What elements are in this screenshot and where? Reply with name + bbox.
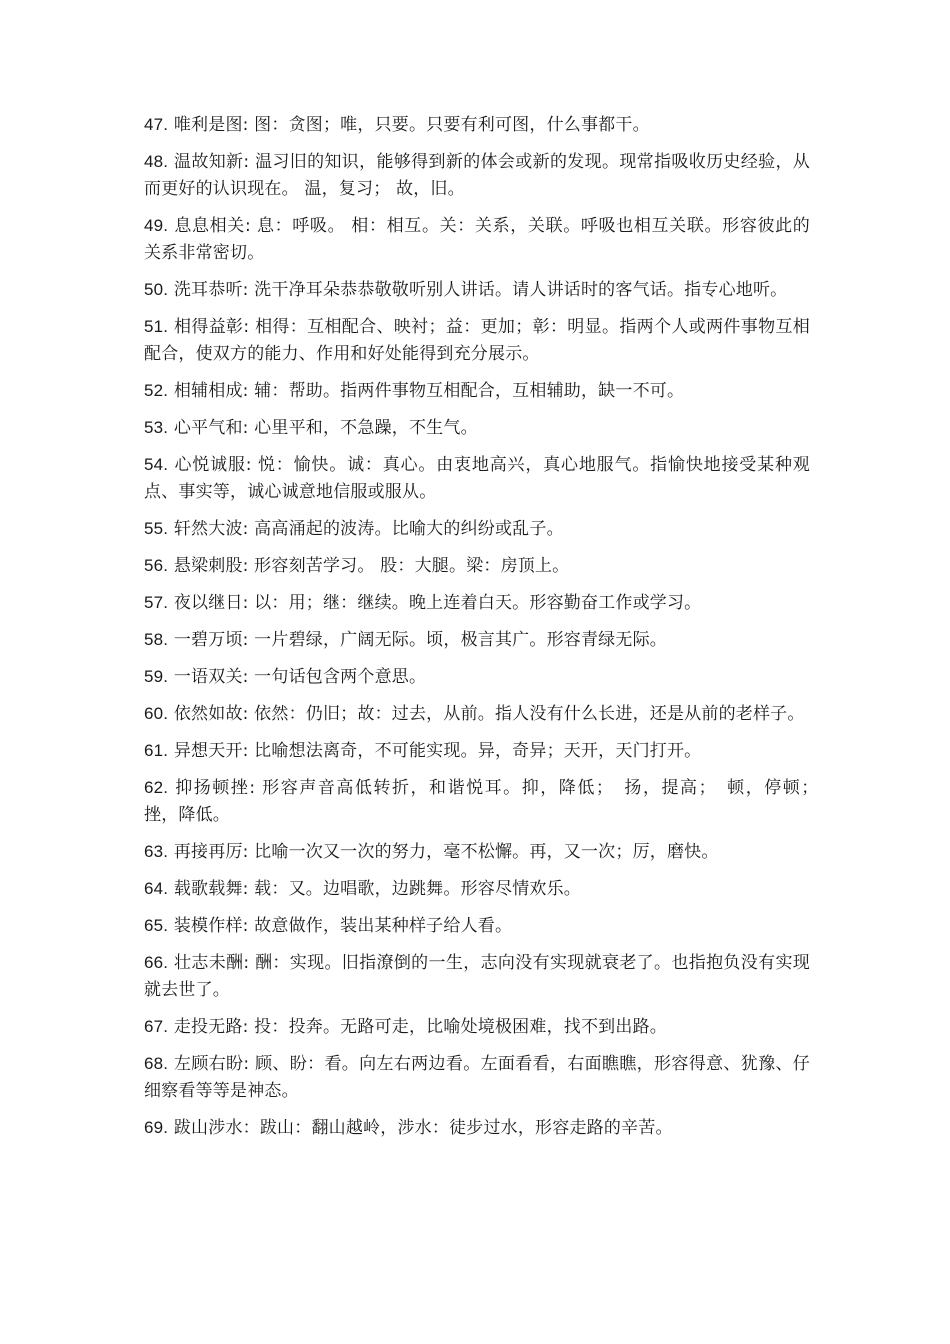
entry-number: 47.: [144, 115, 169, 134]
entry-text: 轩然大波: 高高涌起的波涛。比喻大的纠纷或乱子。: [173, 519, 564, 539]
entry-number: 66.: [144, 953, 169, 972]
entry-text: 悬梁刺股: 形容刻苦学习。 股：大腿。梁：房顶上。: [173, 556, 570, 576]
entry-number: 61.: [144, 741, 169, 760]
entry-number: 56.: [144, 556, 169, 575]
idiom-entry: [144, 276, 810, 304]
entry-text: 相得益彰: 相得：互相配合、映衬；益：更加；彰：明显。指两个人或两件事物互相配合，使双方的能力、作用和好处能得到充分展示。: [144, 317, 811, 364]
idiom-entry: [144, 148, 810, 203]
entry-text: 心悦诚服: 悦：愉快。诚：真心。由衷地高兴，真心地服气。指愉快地接受某种观点、事实等，诚心诚意地信服或服从。: [144, 455, 810, 502]
entry-number: 63.: [144, 842, 169, 861]
entry-text: 一语双关: 一句话包含两个意思。: [173, 667, 427, 687]
idiom-entry: [144, 774, 828, 829]
idiom-entry: [144, 912, 810, 940]
entry-number: 50.: [144, 280, 169, 299]
entry-number: 58.: [144, 630, 169, 649]
entry-number: 59.: [144, 667, 169, 686]
entry-number: 53.: [144, 418, 169, 437]
entry-text: 温故知新: 温习旧的知识，能够得到新的体会或新的发现。现常指吸收历史经验，从而更好的认识现在。 温，复习； 故，旧。: [144, 152, 811, 199]
idiom-entry: [144, 1114, 810, 1142]
idiom-entry: [144, 737, 810, 765]
entry-number: 64.: [144, 879, 169, 898]
entry-number: 68.: [144, 1054, 169, 1073]
entry-number: 60.: [144, 704, 169, 723]
entry-text: 异想天开: 比喻想法离奇，不可能实现。异，奇异；天开，天门打开。: [173, 741, 702, 761]
entry-text: 壮志未酬: 酬：实现。旧指潦倒的一生，志向没有实现就衰老了。也指抱负没有实现就去世了。: [144, 953, 811, 1000]
idiom-entry: [144, 700, 810, 728]
entry-number: 49.: [144, 216, 169, 235]
entry-text: 左顾右盼: 顾、盼：看。向左右两边看。左面看看，右面瞧瞧，形容得意、犹豫、仔细察看等等是神态。: [144, 1054, 811, 1101]
idiom-entry: [144, 663, 810, 691]
idiom-entry: [144, 552, 810, 580]
idiom-entry: [144, 1013, 810, 1041]
idiom-entry: [144, 949, 810, 1004]
entry-text: 走投无路: 投：投奔。无路可走，比喻处境极困难，找不到出路。: [173, 1017, 667, 1037]
entry-text: 洗耳恭听: 洗干净耳朵恭恭敬敬听别人讲话。请人讲话时的客气话。指专心地听。: [173, 280, 788, 300]
entry-number: 55.: [144, 519, 169, 538]
idiom-entry: [144, 515, 810, 543]
entry-text: 一碧万顷: 一片碧绿，广阔无际。顷，极言其广。形容青绿无际。: [173, 630, 667, 650]
idiom-entry: [144, 1050, 810, 1105]
entry-text: 夜以继日: 以：用；继：继续。晚上连着白天。形容勤奋工作或学习。: [173, 593, 702, 613]
idiom-entry: [144, 111, 810, 139]
idiom-entry: [144, 377, 810, 405]
entry-text: 相辅相成: 辅：帮助。指两件事物互相配合，互相辅助，缺一不可。: [173, 381, 685, 401]
entry-number: 69.: [144, 1118, 169, 1137]
idiom-entry: [144, 875, 810, 903]
entry-text: 依然如故: 依然：仍旧；故：过去，从前。指人没有什么长进，还是从前的老样子。: [173, 704, 805, 724]
entry-text: 载歌载舞: 载：又。边唱歌，边跳舞。形容尽情欢乐。: [173, 879, 581, 899]
entry-number: 51.: [144, 317, 169, 336]
entry-text: 跋山涉水：跋山：翻山越岭，涉水：徒步过水，形容走路的辛苦。: [173, 1118, 673, 1138]
idiom-entry: [144, 838, 810, 866]
idiom-entry: [144, 451, 810, 506]
idiom-entry: [144, 212, 810, 267]
entry-text: 息息相关: 息：呼吸。 相：相互。关：关系，关联。呼吸也相互关联。形容彼此的关系非常密切。: [144, 216, 811, 263]
entry-number: 62.: [144, 778, 169, 797]
entry-text: 抑扬顿挫: 形容声音高低转折，和谐悦耳。抑，降低； 扬，提高； 顿，停顿； 挫，降低。: [144, 778, 828, 825]
idiom-entry: [144, 626, 810, 654]
entry-text: 再接再厉: 比喻一次又一次的努力，毫不松懈。再，又一次；厉，磨快。: [173, 842, 719, 862]
idiom-entry: [144, 313, 810, 368]
entry-text: 唯利是图: 图：贪图；唯，只要。只要有利可图，什么事都干。: [173, 115, 650, 135]
document-page: [144, 111, 828, 1151]
idiom-entry: [144, 414, 810, 442]
entry-number: 48.: [144, 152, 169, 171]
entry-text: 装模作样: 故意做作，装出某种样子给人看。: [173, 916, 513, 936]
entry-text: 心平气和: 心里平和，不急躁，不生气。: [173, 418, 478, 438]
entry-number: 57.: [144, 593, 169, 612]
entry-number: 54.: [144, 455, 169, 474]
entry-number: 67.: [144, 1017, 169, 1036]
entry-number: 52.: [144, 381, 169, 400]
idiom-entry: [144, 589, 810, 617]
entry-number: 65.: [144, 916, 169, 935]
